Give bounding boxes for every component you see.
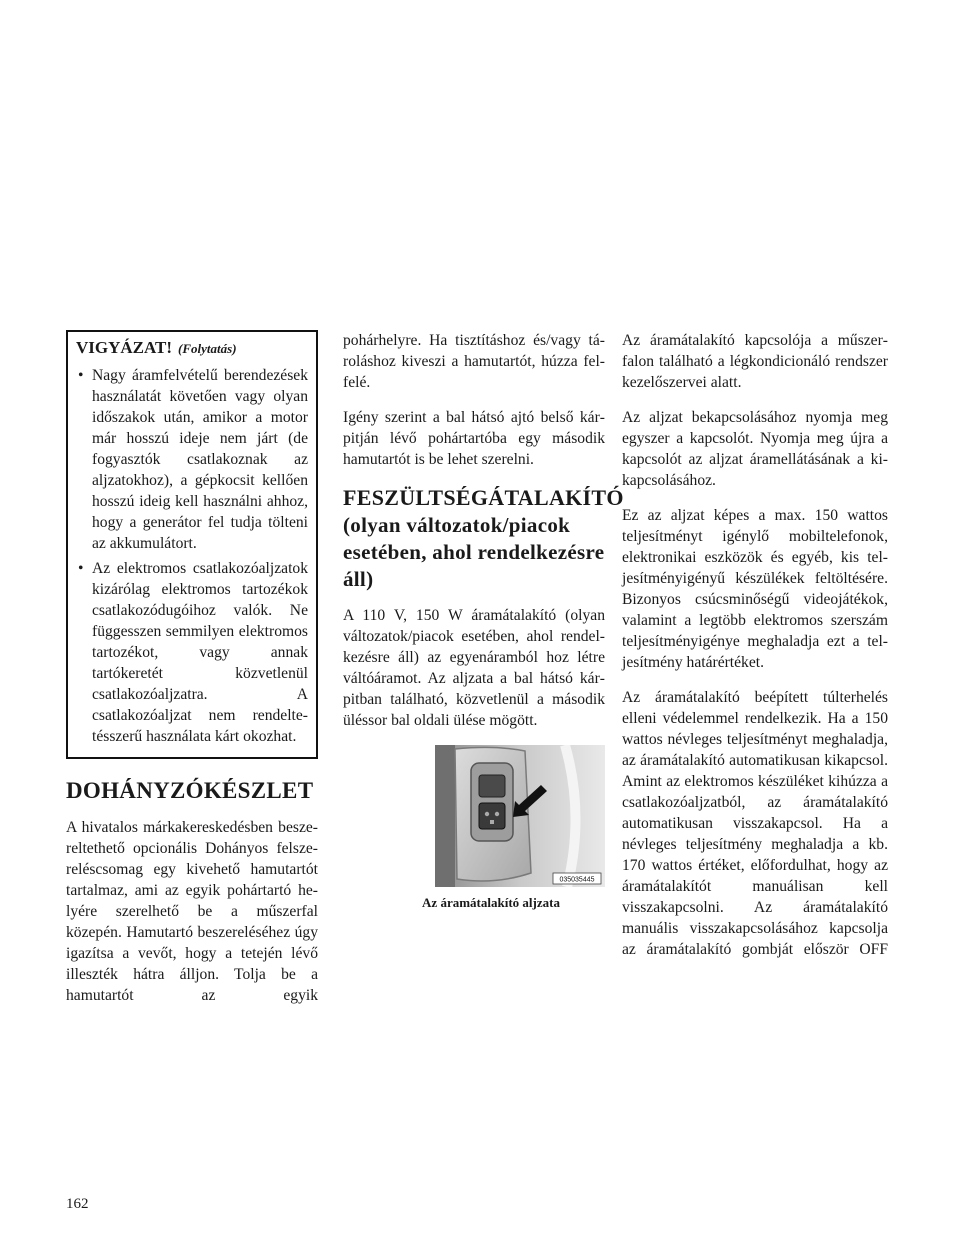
column-1 — [66, 330, 318, 1020]
paragraph: Az áramátalakító kapcsolója a műszerfalon található a légkondicionáló rendszer kezelőszervei alatt. — [622, 332, 888, 391]
column-2 — [343, 330, 624, 911]
outlet-top — [479, 775, 505, 797]
paragraph: Az aljzat bekapcsolásához nyomja meg egyszer a kapcsolót. Nyomja meg újra a kapcsolót az aljzat áramellátásának a kikapcsolásához. — [622, 409, 888, 489]
figure-caption: Az áramátalakító aljzata — [422, 895, 560, 910]
column-3 — [622, 330, 888, 974]
section-heading-power-inverter — [343, 484, 624, 593]
heading-sub: (olyan változatok/piacok esetében, ahol rendelkezésre áll) — [343, 513, 605, 591]
paragraph: Ez az aljzat képes a max. 150 wattos teljesítményt igénylő mobiltelefonok, elektronikai eszközök és egyéb, kis teljesítményigényű készülékek feltöltésére. Bizonyos csúcsminőségű videojátékok, valamint a legtöbb elektromos szerszám teljesítményigénye meghaladja ezt a teljesítmény határértéket. — [622, 507, 888, 671]
warning-title: VIGYÁZAT! — [76, 338, 173, 357]
warning-header — [76, 338, 308, 359]
warning-list — [76, 365, 308, 747]
section-heading-smoking-kit: DOHÁNYZÓKÉSZLET — [66, 778, 314, 803]
paragraph: Igény szerint a bal hátsó ajtó belső kárpitján lévő pohártartóba egy második hamutartót is be lehet szerelni. — [343, 409, 605, 468]
paragraph: A 110 V, 150 W áramátalakító (olyan változatok/piacok esetében, ahol rendelkezésre áll) az egyenáramból hoz létre váltóáramot. Az aljzata a bal hátsó kárpitban található, közvetlenül a második üléssor bal oldali ülése mögött. — [343, 607, 605, 729]
warning-continued: (Folytatás) — [178, 341, 237, 356]
power-socket — [479, 803, 505, 829]
paragraph: Az áramátalakító beépített túlterhelés elleni védelemmel rendelkezik. Ha a 150 wattos névleges teljesítményt meghaladja, az áramátalakító automatikusan kikapcsol. Amint az elektromos készüléket kihúzza a csatlakozóaljzatból, az áramátalakító automatikusan visszakapcsol. Ha a névleges teljesítmény meghaladja a kb. 170 wattos értéket, előfordulhat, hogy az áramátalakítót manuálisan kell visszakapcsolni. Az áramátalakító manuális visszakapcsolásához kapcsolja az áramátalakító gombját először OFF — [622, 689, 888, 958]
warning-box — [66, 330, 318, 759]
page-number: 162 — [66, 1196, 89, 1212]
inverter-outlet-illustration — [435, 745, 605, 887]
heading-main: FESZÜLTSÉGÁTALAKÍTÓ — [343, 485, 624, 510]
inverter-outlet-figure — [422, 745, 605, 911]
figure-code: 035035445 — [559, 876, 595, 884]
paragraph: A hivatalos márkakereskedésben beszereltethető opcionális Dohányos felszereléscsomag egy kivehető hamutartót tartalmaz, ami az egyik pohártartó helyére szerelhető be a műszerfal közepén. Hamutartó beszereléséhez úgy igazítsa a vevőt, hogy a tetején lévő illeszték hátra álljon. Tolja be a hamutartót az egyik — [66, 819, 318, 1004]
warning-item: • Nagy áramfelvételű berendezések használatát követően vagy olyan időszakok után, amikor a motor már hosszú ideje nem járt (de fogyasztók csatlakoznak az aljzatokhoz), a gépkocsit kellően hosszú ideig kell használni ahhoz, hogy a generátor fel tudja tölteni az akkumulátort. — [76, 365, 308, 554]
warning-item: • Az elektromos csatlakozóaljzatok kizárólag elektromos tartozékok csatlakozódugóihoz valók. Ne függesszen semmilyen elektromos tartozékot, vagy annak tartókeretét közvetlenül csatlakozóaljzatra. A csatlakozóaljzat nem rendeltetésszerű használata kárt okozhat. — [76, 558, 308, 747]
paragraph: pohárhelyre. Ha tisztításhoz és/vagy tároláshoz kiveszi a hamutartót, húzza felfelé. — [343, 332, 605, 391]
